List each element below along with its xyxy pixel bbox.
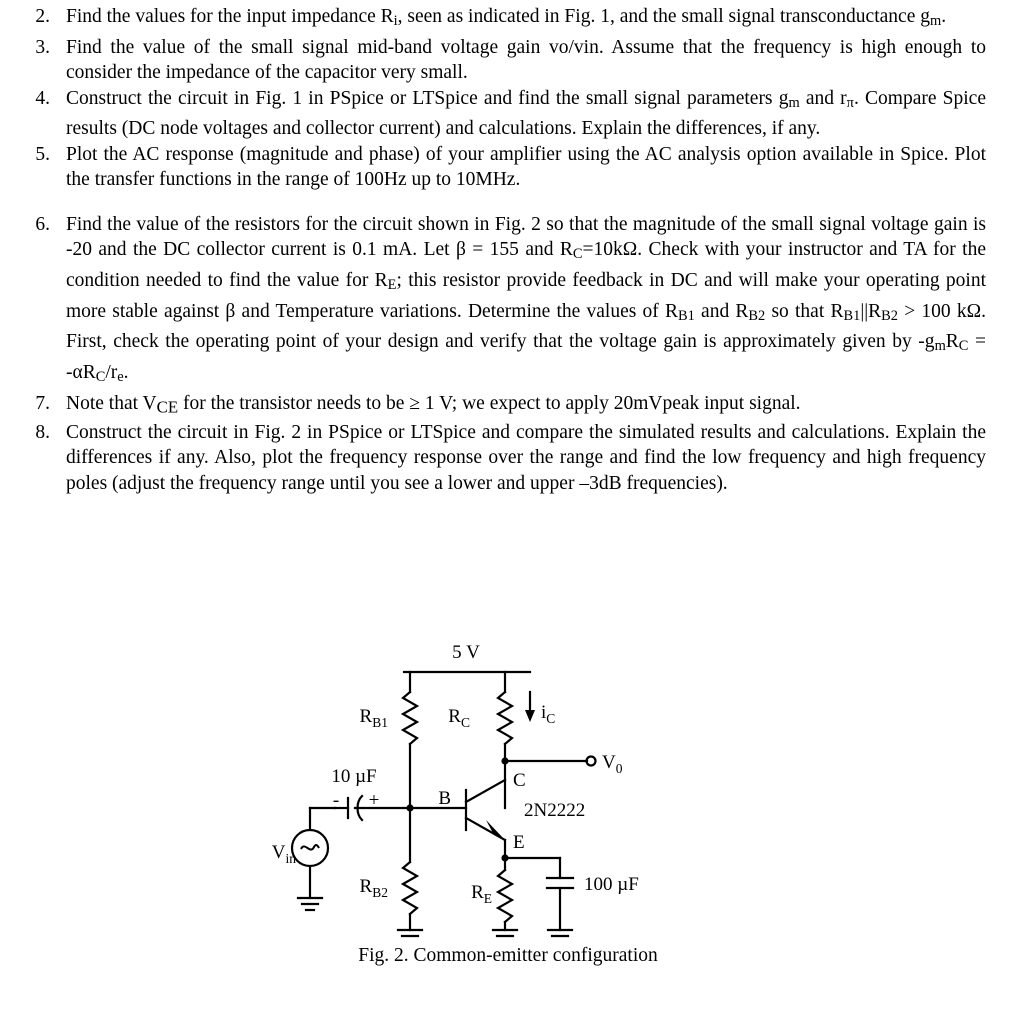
ground-symbol [398, 930, 422, 940]
item-text: Find the values for the input impedance $R_i$, seen as indicated in Fig. 1, and the small signal transconductance $g_m$. [66, 6, 947, 30]
list-item [14, 86, 986, 142]
list-item [14, 420, 986, 497]
item-number: 7. [35, 392, 50, 414]
current-arrow-icon [525, 710, 535, 722]
junction-dot [406, 804, 413, 811]
item-text: Construct the circuit in Fig. 1 in PSpice or LTSpice and find the small signal parameters $g_m$ and $r_\pi$. Compare Spice results (DC node voltages and collector current) and calculations. Explain the differences, if any. [66, 87, 986, 140]
ground-symbol [548, 930, 572, 940]
item-number: 2. [35, 6, 50, 27]
circuit-diagram-svg [0, 630, 1016, 940]
label-rb2: $R_{B2}$ [359, 876, 388, 900]
junction-dot [501, 854, 508, 861]
problem-list [14, 4, 986, 496]
list-item [14, 35, 986, 86]
label-emitter-terminal: E [513, 832, 525, 853]
label-input-voltage: $V_{in}$ [271, 842, 296, 866]
label-collector-terminal: C [513, 770, 526, 791]
label-rc: $R_C$ [448, 706, 470, 730]
list-item [14, 142, 986, 193]
item-text: Note that $V_{CE}$ for the transistor needs to be ≥ 1 V; we expect to apply 20mVpeak input signal. [66, 392, 801, 417]
list-item [14, 4, 986, 35]
label-base-terminal: B [438, 788, 451, 809]
paragraph-spacer [14, 193, 986, 212]
label-emitter-capacitor: 100 µF [584, 874, 639, 895]
ground-symbol [493, 930, 517, 940]
ground-symbol [298, 898, 322, 910]
junction-dot [501, 757, 508, 764]
item-text: Find the value of the small signal mid-band voltage gain vo/vin. Assume that the frequency is high enough to consider the impedance of the capacitor very small. [66, 36, 986, 84]
label-cap-minus: - [332, 790, 340, 811]
ac-source-symbol [292, 830, 328, 866]
label-cap-plus: + [368, 790, 380, 811]
sine-wave-icon [301, 845, 319, 850]
circuit-figure [0, 630, 1016, 940]
label-re: $R_E$ [471, 882, 492, 906]
label-supply-voltage: 5 V [452, 642, 480, 663]
item-number: 6. [35, 213, 50, 235]
item-text: Find the value of the resistors for the circuit shown in Fig. 2 so that the magnitude of the small signal voltage gain is -20 and the DC collector current is 0.1 mA. Let β = 155 and $R_C=10k\Omega$. Check with your instructor and TA for the condition needed to find the value for $R_E$; this resistor provide feedback in DC and will make your operating point more stable against β and Temperature variations. Determine the values of $R_{B1}$ and $R_{B2}$ so that $R_{B1}||R_{B2} > 100$ kΩ. First, check the operating point of your design and verify that the voltage gain is approximately given by $-g_mR_C = -\alpha R_C/r_e$. [66, 213, 987, 386]
item-number: 3. [35, 36, 50, 58]
list-item [14, 391, 986, 420]
label-collector-current: $i_C$ [541, 702, 556, 726]
label-input-capacitor: 10 µF [331, 766, 377, 787]
figure-caption: Fig. 2. Common-emitter configuration [358, 945, 658, 966]
item-text: Plot the AC response (magnitude and phase) of your amplifier using the AC analysis option available in Spice. Plot the transfer functions in the range of 100Hz up to 10MHz. [66, 143, 986, 191]
item-number: 8. [35, 421, 50, 443]
label-output-voltage: $V_0$ [602, 752, 623, 776]
item-number: 5. [35, 143, 50, 165]
item-number: 4. [35, 87, 50, 109]
list-item [14, 212, 986, 391]
label-transistor-part: 2N2222 [524, 800, 586, 821]
label-rb1: $R_{B1}$ [359, 706, 388, 730]
item-text: Construct the circuit in Fig. 2 in PSpice or LTSpice and compare the simulated results and calculations. Explain the differences if any. Also, plot the frequency response over the range and find the low frequency and high frequency poles (adjust the frequency range until you see a lower and upper –3dB frequencies). [66, 421, 986, 494]
